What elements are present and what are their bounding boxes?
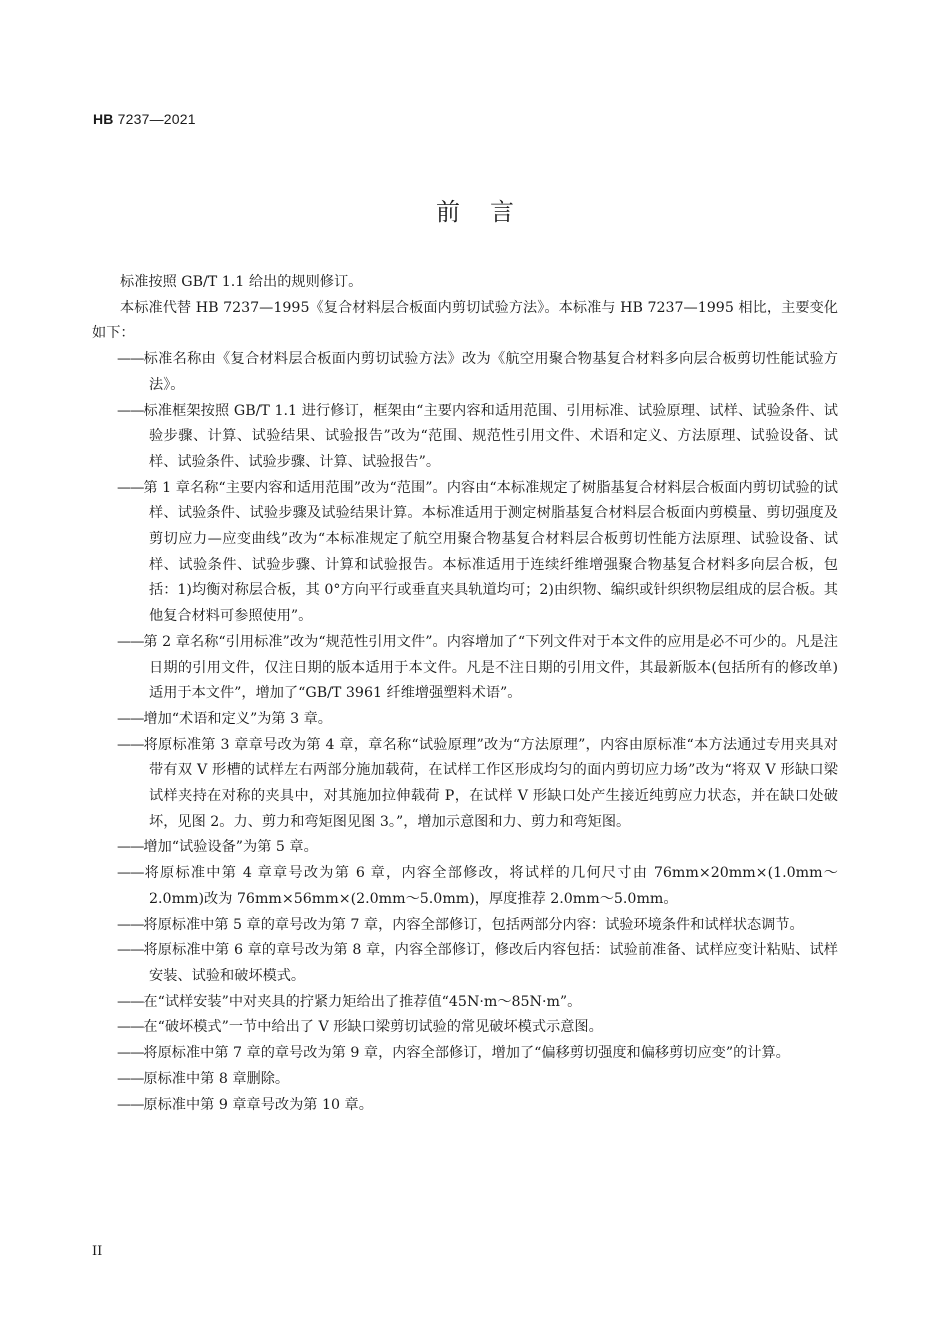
change-item-text: 标准名称由《复合材料层合板面内剪切试验方法》改为《航空用聚合物基复合材料多向层合板剪切性能试验方法》。 — [143, 351, 838, 393]
change-item-text: 原标准中第 9 章章号改为第 10 章。 — [143, 1096, 373, 1113]
change-item — [92, 990, 838, 1016]
change-item — [92, 1041, 838, 1067]
dash-mark: —— — [117, 479, 144, 496]
change-item — [92, 1093, 838, 1119]
change-item-text: 增加“术语和定义”为第 3 章。 — [143, 710, 332, 727]
change-item-text: 将原标准中第 6 章的章号改为第 8 章，内容全部修订，修改后内容包括：试验前准备、试样应变计粘贴、试样安装、试验和破坏模式。 — [143, 942, 838, 984]
page-title: 前言 — [436, 198, 544, 226]
change-item — [92, 707, 838, 733]
change-item — [92, 938, 838, 989]
dash-mark: —— — [117, 736, 144, 753]
change-item-text: 将原标准中第 4 章章号改为第 6 章，内容全部修改，将试样的几何尺寸由 76mm×20mm×(1.0mm～2.0mm)改为 76mm×56mm×(2.0mm～5.0mm)，厚度推荐 2.0mm～5.0mm。 — [143, 865, 838, 907]
change-item — [92, 835, 838, 861]
change-item — [92, 347, 838, 398]
change-item — [92, 630, 838, 707]
dash-mark: —— — [117, 916, 144, 933]
change-item-text: 在“破坏模式”一节中给出了 V 形缺口梁剪切试验的常见破坏模式示意图。 — [143, 1019, 603, 1036]
dash-mark: —— — [117, 402, 144, 419]
dash-mark: —— — [117, 839, 144, 856]
dash-mark: —— — [117, 1070, 144, 1087]
dash-mark: —— — [117, 710, 144, 727]
change-item-text: 将原标准第 3 章章号改为第 4 章，章名称“试验原理”改为“方法原理”，内容由原标准“本方法通过专用夹具对带有双 V 形槽的试样左右两部分施加载荷，在试样工作区形成均匀的面内剪切应力场”改为“将双 V 形缺口梁试样夹持在对称的夹具中，对其施加拉伸载荷 P，在试样 V 形缺口处产生接近纯剪应力状态，并在缺口处破坏，见图 2。力、剪力和弯矩图见图 3。”，增加示意图和力、剪力和弯矩图。 — [143, 736, 838, 830]
change-item — [92, 476, 838, 630]
dash-mark: —— — [117, 1045, 144, 1062]
dash-mark: —— — [117, 351, 144, 368]
document-code-number: 7237—2021 — [117, 111, 196, 127]
change-item-text: 增加“试验设备”为第 5 章。 — [143, 839, 318, 856]
change-item-text: 将原标准中第 7 章的章号改为第 9 章，内容全部修订，增加了“偏移剪切强度和偏移剪切应变”的计算。 — [143, 1045, 790, 1062]
dash-mark: —— — [117, 993, 144, 1010]
change-item-text: 在“试样安装”中对夹具的拧紧力矩给出了推荐值“45N·m～85N·m”。 — [143, 993, 582, 1010]
dash-mark: —— — [117, 942, 144, 959]
document-code — [93, 111, 196, 127]
change-item-text: 将原标准中第 5 章的章号改为第 7 章，内容全部修订，包括两部分内容：试验环境条件和试样状态调节。 — [143, 916, 804, 933]
page-number: II — [92, 1244, 103, 1259]
change-item — [92, 1067, 838, 1093]
change-item-text: 第 2 章名称“引用标准”改为“规范性引用文件”。内容增加了“下列文件对于本文件的应用是必不可少的。凡是注日期的引用文件，仅注日期的版本适用于本文件。凡是不注日期的引用文件，其最新版本(包括所有的修改单)适用于本文件”，增加了“GB/T 3961 纤维增强塑料术语”。 — [143, 633, 838, 702]
change-item — [92, 861, 838, 912]
document-body — [92, 270, 838, 1118]
change-item — [92, 733, 838, 836]
change-item — [92, 399, 838, 476]
change-item — [92, 1015, 838, 1041]
dash-mark: —— — [117, 865, 144, 882]
changes-list — [92, 347, 838, 1118]
change-item — [92, 913, 838, 939]
change-item-text: 标准框架按照 GB/T 1.1 进行修订，框架由“主要内容和适用范围、引用标准、试验原理、试样、试验条件、试验步骤、计算、试验结果、试验报告”改为“范围、规范性引用文件、术语和定义、方法原理、试验设备、试样、试验条件、试验步骤、计算、试验报告”。 — [143, 402, 838, 470]
dash-mark: —— — [117, 1096, 144, 1113]
paragraph-intro: 标准按照 GB/T 1.1 给出的规则修订。 — [120, 274, 363, 290]
dash-mark: —— — [117, 1019, 144, 1036]
paragraph-replacement: 本标准代替 HB 7237—1995《复合材料层合板面内剪切试验方法》。本标准与 HB 7237—1995 相比，主要变化如下： — [92, 299, 838, 342]
change-item-text: 第 1 章名称“主要内容和适用范围”改为“范围”。内容由“本标准规定了树脂基复合材料层合板面内剪切试验的试样、试验条件、试验步骤及试验结果计算。本标准适用于测定树脂基复合材料层合板面内剪模量、剪切强度及剪切应力—应变曲线”改为“本标准规定了航空用聚合物基复合材料层合板剪切性能方法原理、试验设备、试样、试验条件、试验步骤、计算和试验报告。本标准适用于连续纤维增强聚合物基复合材料多向层合板，包括：1)均衡对称层合板，其 0°方向平行或垂直夹具轨道均可；2)由织物、编织或针织织物层组成的层合板。其他复合材料可参照使用”。 — [143, 479, 838, 625]
document-code-prefix: HB — [93, 111, 114, 127]
dash-mark: —— — [117, 633, 144, 650]
change-item-text: 原标准中第 8 章删除。 — [143, 1070, 290, 1087]
